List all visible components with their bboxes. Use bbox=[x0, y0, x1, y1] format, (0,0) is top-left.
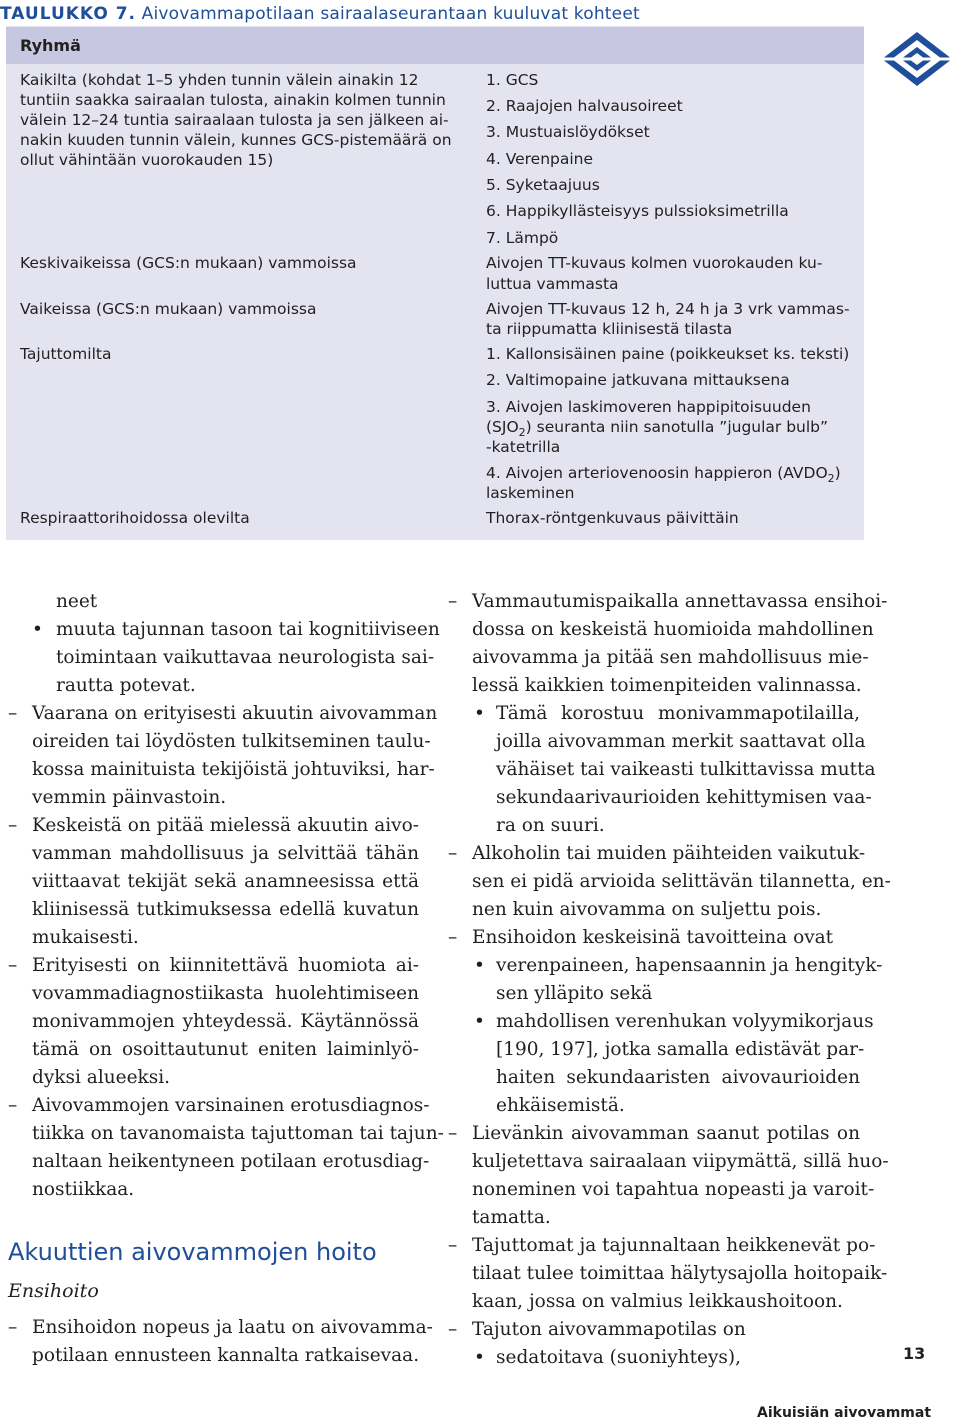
table-cell: Respiraattorihoidossa olevilta bbox=[20, 509, 250, 527]
table-cell: 3. Aivojen laskimoveren happipitoisuuden bbox=[486, 398, 811, 416]
text-line: tilaat tulee toimittaa hälytysajolla hoitopaik- bbox=[472, 1263, 888, 1284]
text-line: ehkäisemistä. bbox=[496, 1095, 625, 1116]
text-line: tämä on osoittautunut eniten laiminlyö- bbox=[32, 1039, 419, 1060]
text-line: Tajuton aivovammapotilas on bbox=[472, 1319, 746, 1340]
text-line: Aivovammojen varsinainen erotusdiagnos- bbox=[32, 1095, 430, 1116]
table-cell: 7. Lämpö bbox=[486, 229, 559, 247]
dash-icon: – bbox=[8, 1095, 18, 1116]
text-line: kuljetettava sairaalaan viipymättä, sillä huo- bbox=[472, 1151, 889, 1172]
text-line: rautta potevat. bbox=[56, 675, 196, 696]
text-line: potilaan ennusteen kannalta ratkaisevaa. bbox=[32, 1345, 420, 1366]
text-line: nostiikkaa. bbox=[32, 1179, 135, 1200]
text-line: Vammautumispaikalla annettavassa ensihoi- bbox=[472, 591, 888, 612]
text-line: viittaavat tekijät sekä anamneesissa että bbox=[32, 871, 419, 892]
table-cell: -katetrilla bbox=[486, 438, 561, 456]
dash-icon: – bbox=[8, 815, 18, 836]
subsection-heading: Ensihoito bbox=[8, 1280, 99, 1302]
table-cell: Thorax-röntgenkuvaus päivittäin bbox=[486, 509, 739, 527]
text-line: neet bbox=[56, 591, 98, 612]
bullet-icon: • bbox=[474, 955, 485, 976]
text-line: Ensihoidon nopeus ja laatu on aivovamma- bbox=[32, 1317, 433, 1338]
bullet-icon: • bbox=[474, 1011, 485, 1032]
text-line: [190, 197], jotka samalla edistävät par- bbox=[496, 1039, 865, 1060]
table-cell-part: ) seuranta niin sanotulla ”jugular bulb” bbox=[525, 418, 829, 436]
table-caption-text: Aivovammapotilaan sairaalaseurantaan kuuluvat kohteet bbox=[141, 4, 640, 24]
table-cell-part: ) bbox=[834, 464, 841, 482]
subscript: 2 bbox=[827, 472, 835, 486]
text-line: vamman mahdollisuus ja selvittää tähän bbox=[32, 843, 419, 864]
table-caption bbox=[0, 4, 640, 24]
table-cell: Aivojen TT-kuvaus 12 h, 24 h ja 3 vrk vammas- bbox=[486, 300, 850, 318]
table-cell: välein 12–24 tuntia sairaalaan tulosta ja sen jälkeen ai- bbox=[20, 111, 449, 129]
bullet-icon: • bbox=[32, 619, 43, 640]
text-line: Ensihoidon keskeisinä tavoitteina ovat bbox=[472, 927, 834, 948]
table-cell: ta riippumatta kliinisestä tilasta bbox=[486, 320, 733, 338]
table-cell: Aivojen TT-kuvaus kolmen vuorokauden ku- bbox=[486, 254, 823, 272]
dash-icon: – bbox=[8, 703, 18, 724]
table-cell: Vaikeissa (GCS:n mukaan) vammoissa bbox=[20, 300, 317, 318]
text-line: monivammojen yhteydessä. Käytännössä bbox=[32, 1011, 419, 1032]
text-line: verenpaineen, hapensaannin ja hengityk- bbox=[496, 955, 883, 976]
table-cell: Kaikilta (kohdat 1–5 yhden tunnin välein ainakin 12 bbox=[20, 71, 419, 89]
dash-icon: – bbox=[8, 955, 18, 976]
text-line: Tämä korostuu monivammapotilailla, bbox=[496, 703, 860, 724]
text-line: toimintaan vaikuttavaa neurologista sai- bbox=[56, 647, 435, 668]
text-line: nen kuin aivovamma on suljettu pois. bbox=[472, 899, 822, 920]
table-cell-part: 4. Aivojen arteriovenoosin happieron (AVDO bbox=[486, 464, 828, 482]
table-cell: 3. Mustuaislöydökset bbox=[486, 123, 650, 141]
text-line: mahdollisen verenhukan volyymikorjaus bbox=[496, 1011, 874, 1032]
text-line: tiikka on tavanomaista tajuttoman tai tajun- bbox=[32, 1123, 444, 1144]
table-cell: Keskivaikeissa (GCS:n mukaan) vammoissa bbox=[20, 254, 357, 272]
text-line: Lievänkin aivovamman saanut potilas on bbox=[472, 1123, 860, 1144]
dash-icon: – bbox=[448, 1235, 458, 1256]
table-caption-label: TAULUKKO 7. bbox=[0, 4, 136, 24]
text-line: sen ylläpito sekä bbox=[496, 983, 653, 1004]
table-cell: 2. Raajojen halvausoireet bbox=[486, 97, 683, 115]
text-line: muuta tajunnan tasoon tai kognitiiviseen bbox=[56, 619, 440, 640]
text-line: Tajuttomat ja tajunnaltaan heikkenevät po- bbox=[472, 1235, 876, 1256]
table-cell: tuntiin saakka sairaalan tulosta, ainakin kolmen tunnin bbox=[20, 91, 446, 109]
section-heading: Akuuttien aivovammojen hoito bbox=[8, 1238, 377, 1266]
dash-icon: – bbox=[448, 1123, 458, 1144]
text-line: kaan, jossa on valmius leikkaushoitoon. bbox=[472, 1291, 843, 1312]
table-cell: 6. Happikyllästeisyys pulssioksimetrilla bbox=[486, 202, 789, 220]
text-line: Keskeistä on pitää mielessä akuutin aivo- bbox=[32, 815, 419, 836]
table-header-row bbox=[6, 27, 864, 64]
page-number: 13 bbox=[903, 1344, 926, 1363]
dash-icon: – bbox=[448, 591, 458, 612]
table-header-group: Ryhmä bbox=[20, 36, 81, 55]
dash-icon: – bbox=[448, 1319, 458, 1340]
bullet-icon: • bbox=[474, 703, 485, 724]
text-line: Alkoholin tai muiden päihteiden vaikutuk- bbox=[472, 843, 866, 864]
table-cell: ollut vähintään vuorokauden 15) bbox=[20, 151, 274, 169]
subscript: 2 bbox=[518, 426, 526, 440]
publisher-logo-icon bbox=[880, 30, 954, 88]
text-line: aivovamma ja pitää sen mahdollisuus mie- bbox=[472, 647, 869, 668]
text-line: Vaarana on erityisesti akuutin aivovamman bbox=[32, 703, 438, 724]
table-cell: luttua vammasta bbox=[486, 275, 619, 293]
text-line: ra on suuri. bbox=[496, 815, 605, 836]
table-cell: 1. GCS bbox=[486, 71, 539, 89]
text-line: sedatoitava (suoniyhteys), bbox=[496, 1347, 742, 1368]
text-line: Erityisesti on kiinnitettävä huomiota ai- bbox=[32, 955, 419, 976]
text-line: kossa mainituista tekijöistä johtuviksi, har- bbox=[32, 759, 435, 780]
text-line: dyksi alueeksi. bbox=[32, 1067, 171, 1088]
dash-icon: – bbox=[8, 1317, 18, 1338]
table-cell: Tajuttomilta bbox=[20, 345, 112, 363]
text-line: lessä kaikkien toimenpiteiden valinnassa. bbox=[472, 675, 862, 696]
text-line: joilla aivovamman merkit saattavat olla bbox=[496, 731, 866, 752]
text-line: noneminen voi tapahtua nopeasti ja varoit- bbox=[472, 1179, 875, 1200]
table-cell-part: (SJO bbox=[486, 418, 519, 436]
text-line: vemmin päinvastoin. bbox=[32, 787, 227, 808]
table-cell: 5. Syketaajuus bbox=[486, 176, 600, 194]
text-line: oireiden tai löydösten tulkitseminen taulu- bbox=[32, 731, 431, 752]
text-line: tamatta. bbox=[472, 1207, 551, 1228]
text-line: vähäiset tai vaikeasti tulkittavissa mutta bbox=[496, 759, 876, 780]
text-line: dossa on keskeistä huomioida mahdollinen bbox=[472, 619, 874, 640]
text-line: vovammadiagnostiikasta huolehtimiseen bbox=[32, 983, 419, 1004]
text-line: sen ei pidä arvioida selittävän tilannetta, en- bbox=[472, 871, 891, 892]
table-cell: 1. Kallonsisäinen paine (poikkeukset ks. teksti) bbox=[486, 345, 850, 363]
running-footer: Aikuisiän aivovammat bbox=[757, 1405, 932, 1421]
table-cell: 2. Valtimopaine jatkuvana mittauksena bbox=[486, 371, 790, 389]
text-line: mukaisesti. bbox=[32, 927, 139, 948]
text-line: sekundaarivaurioiden kehittymisen vaa- bbox=[496, 787, 872, 808]
bullet-icon: • bbox=[474, 1347, 485, 1368]
text-line: naltaan heikentyneen potilaan erotusdiag- bbox=[32, 1151, 430, 1172]
dash-icon: – bbox=[448, 843, 458, 864]
table-cell: 4. Verenpaine bbox=[486, 150, 594, 168]
text-line: haiten sekundaaristen aivovaurioiden bbox=[496, 1067, 860, 1088]
table-cell: nakin kuuden tunnin välein, kunnes GCS-pistemäärä on bbox=[20, 131, 452, 149]
table-cell: laskeminen bbox=[486, 484, 575, 502]
dash-icon: – bbox=[448, 927, 458, 948]
text-line: kliinisessä tutkimuksessa edellä kuvatun bbox=[32, 899, 419, 920]
